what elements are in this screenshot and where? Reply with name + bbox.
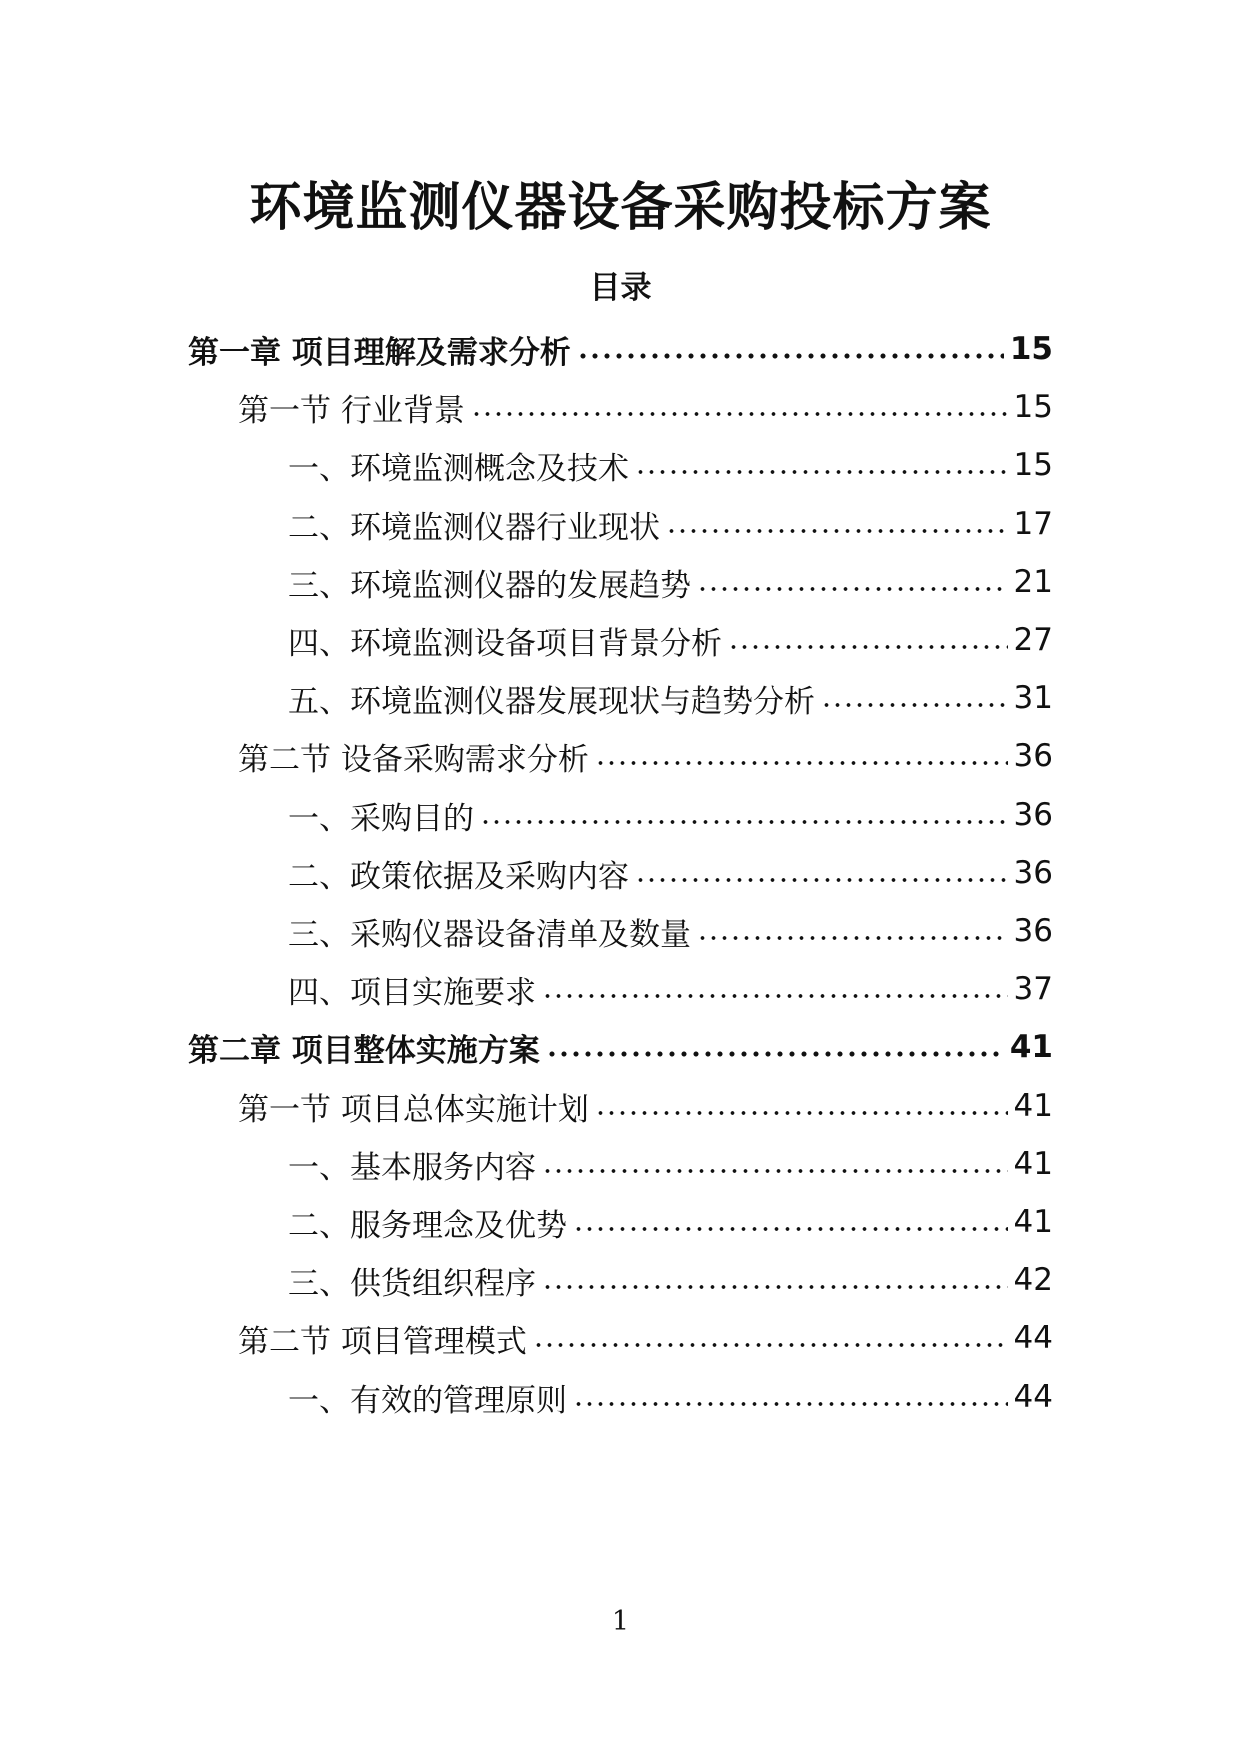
toc-entry-page: 36 [1013, 855, 1053, 891]
toc-entry-page: 36 [1013, 913, 1053, 949]
toc-entry[interactable] [288, 965, 1053, 1013]
dot-leader [533, 1342, 1008, 1348]
toc-entry[interactable] [288, 441, 1053, 489]
dot-leader [546, 1051, 1004, 1057]
toc-entry-title: 第一章 项目理解及需求分析 [188, 334, 571, 371]
dot-leader [821, 702, 1008, 708]
document-title: 环境监测仪器设备采购投标方案 [249, 178, 992, 238]
toc-entry-title: 三、采购仪器设备清单及数量 [288, 916, 691, 953]
toc-entry[interactable] [288, 791, 1053, 839]
toc-entry[interactable] [288, 674, 1053, 722]
toc-entry-page: 41 [1013, 1204, 1053, 1240]
toc-entry[interactable] [288, 907, 1053, 955]
dot-leader [635, 469, 1008, 475]
toc-entry-title: 第二章 项目整体实施方案 [188, 1032, 540, 1069]
toc-entry-title: 第一节 行业背景 [238, 392, 465, 429]
toc-entry[interactable] [188, 1023, 1053, 1071]
page-number: 1 [611, 1606, 630, 1637]
toc-entry[interactable] [288, 1373, 1053, 1421]
toc-entry[interactable] [238, 1314, 1053, 1362]
toc-entry-page: 44 [1013, 1379, 1053, 1415]
toc-entry[interactable] [288, 849, 1053, 897]
toc-entry-page: 21 [1013, 564, 1053, 600]
toc-entry-page: 41 [1013, 1088, 1053, 1124]
dot-leader [577, 353, 1004, 359]
dot-leader [697, 586, 1008, 592]
toc-entry-page: 37 [1013, 971, 1053, 1007]
dot-leader [728, 644, 1008, 650]
dot-leader [542, 1168, 1008, 1174]
toc-entry[interactable] [288, 1140, 1053, 1188]
toc-entry[interactable] [288, 1198, 1053, 1246]
toc-entry[interactable] [238, 1082, 1053, 1130]
toc-entry-page: 36 [1013, 797, 1053, 833]
toc-entry-title: 第二节 项目管理模式 [238, 1323, 527, 1360]
toc-entry-page: 15 [1009, 331, 1053, 367]
toc-entry-title: 一、环境监测概念及技术 [288, 450, 629, 487]
toc-entry-title: 二、环境监测仪器行业现状 [288, 509, 660, 546]
toc-entry[interactable] [288, 558, 1053, 606]
dot-leader [471, 411, 1008, 417]
dot-leader [595, 760, 1008, 766]
toc-entry-page: 44 [1013, 1320, 1053, 1356]
toc-entry[interactable] [238, 732, 1053, 780]
toc-entry-page: 17 [1013, 506, 1053, 542]
toc-entry[interactable] [288, 616, 1053, 664]
toc-entry-title: 第二节 设备采购需求分析 [238, 741, 589, 778]
toc-entry-page: 15 [1013, 389, 1053, 425]
dot-leader [635, 877, 1008, 883]
toc-heading: 目录 [589, 270, 652, 306]
toc-entry[interactable] [288, 1256, 1053, 1304]
toc-entry-page: 15 [1013, 447, 1053, 483]
toc-entry-page: 27 [1013, 622, 1053, 658]
toc-entry-title: 二、服务理念及优势 [288, 1207, 567, 1244]
toc-entry-page: 36 [1013, 738, 1053, 774]
toc-entry-title: 四、环境监测设备项目背景分析 [288, 625, 722, 662]
toc-entry-title: 四、项目实施要求 [288, 974, 536, 1011]
dot-leader [573, 1226, 1008, 1232]
toc-entry-page: 31 [1013, 680, 1053, 716]
dot-leader [542, 993, 1008, 999]
toc-entry[interactable] [238, 383, 1053, 431]
toc-entry-title: 一、基本服务内容 [288, 1149, 536, 1186]
dot-leader [697, 935, 1008, 941]
toc-entry-title: 三、供货组织程序 [288, 1265, 536, 1302]
toc-entry[interactable] [288, 500, 1053, 548]
toc-entry-title: 第一节 项目总体实施计划 [238, 1091, 589, 1128]
dot-leader [666, 528, 1008, 534]
toc-entry-title: 二、政策依据及采购内容 [288, 858, 629, 895]
toc-entry-title: 一、采购目的 [288, 800, 474, 837]
toc-entry[interactable] [188, 325, 1053, 373]
toc-entry-page: 41 [1013, 1146, 1053, 1182]
dot-leader [480, 819, 1008, 825]
toc-entry-page: 41 [1009, 1029, 1053, 1065]
dot-leader [595, 1110, 1008, 1116]
dot-leader [542, 1284, 1008, 1290]
toc-entry-title: 三、环境监测仪器的发展趋势 [288, 567, 691, 604]
dot-leader [573, 1401, 1008, 1407]
toc-entry-page: 42 [1013, 1262, 1053, 1298]
toc-entry-title: 五、环境监测仪器发展现状与趋势分析 [288, 683, 815, 720]
toc-entry-title: 一、有效的管理原则 [288, 1382, 567, 1419]
